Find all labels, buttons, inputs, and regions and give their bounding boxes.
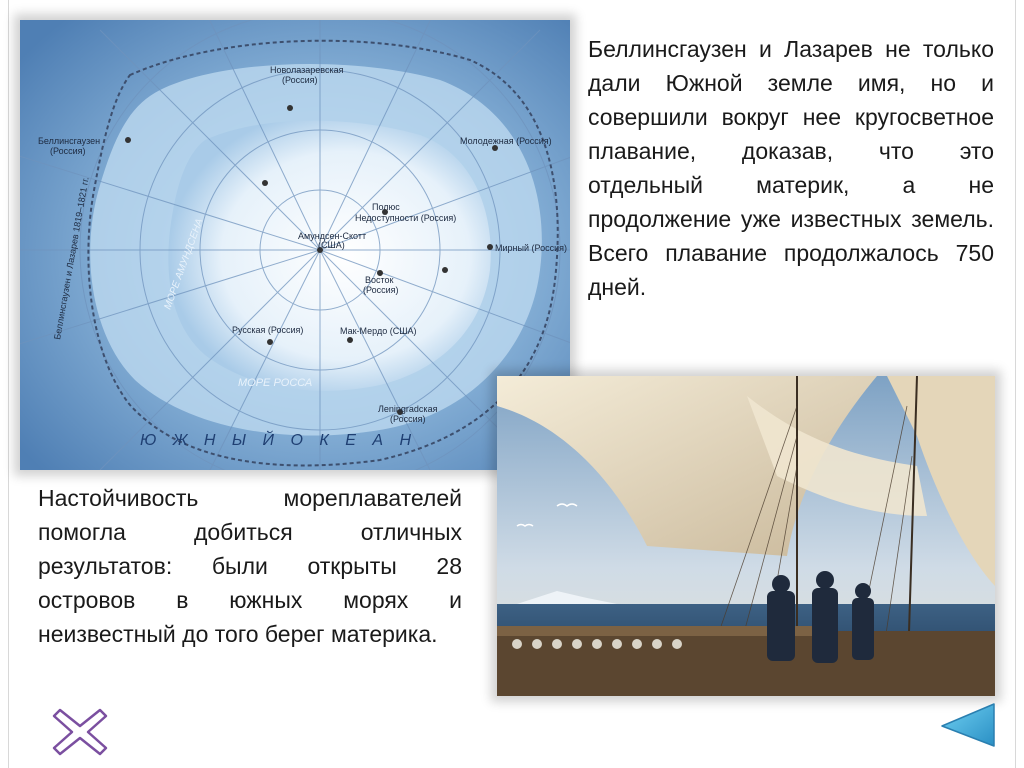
map-label-ross-sea: МОРЕ РОССА (238, 377, 313, 389)
description-text-bottom: Настойчивость мореплавателей помогла добиться отличных результатов: были открыты 28 островов в южных морях и неизвестный до того берег материка. (38, 485, 462, 647)
back-triangle-icon (938, 700, 998, 750)
map-label-mcmurdo: Мак-Мердо (США) (340, 326, 417, 336)
map-label-russkaya: Русская (Россия) (232, 325, 304, 335)
back-button[interactable] (938, 700, 998, 750)
map-label-amundsen-sea: МОРЕ АМУНДСЕНА (162, 217, 206, 312)
map-label-mirny: Мирный (Россия) (495, 243, 568, 253)
map-label-novolazarevskaya-2: (Россия) (282, 75, 318, 85)
map-label-amundsen: Амундсен-Скотт (298, 231, 367, 241)
map-label-bellingshausen-2: (Россия) (50, 146, 86, 156)
map-label-pole: Полюс (372, 202, 400, 212)
map-label-molodezhnaya: Молодежная (Россия) (460, 136, 552, 146)
map-label-leningradskaya-2: (Россия) (390, 414, 426, 424)
map-label-amundsen-2: (США) (318, 240, 345, 250)
map-label-vostok: Восток (365, 275, 394, 285)
map-label-bellingshausen: Беллинсгаузен (38, 136, 101, 146)
close-button[interactable] (50, 706, 110, 758)
map-label-leningradskaya: Леningradская (378, 404, 438, 414)
map-label-route: Беллинсгаузен и Лазарев 1819–1821 гг. (52, 176, 91, 341)
map-label-ocean: Ю Ж Н Ы Й О К Е А Н (140, 432, 417, 449)
description-text-top: Беллинсгаузен и Лазарев не только дали Южной земле имя, но и совершили вокруг нее кругосветное плавание, доказав, что это отдельный материк, а не продолжение уже известных земель. Всего плавание продолжалось 750 дней. (588, 36, 994, 300)
antarctica-map-image (20, 20, 570, 470)
map-label-novolazarevskaya: Новолазаревская (270, 65, 344, 75)
map-label-pole-2: Недоступности (Россия) (355, 213, 457, 223)
close-x-icon (50, 706, 110, 758)
map-label-vostok-2: (Россия) (363, 285, 399, 295)
sailing-ship-image (497, 376, 995, 696)
